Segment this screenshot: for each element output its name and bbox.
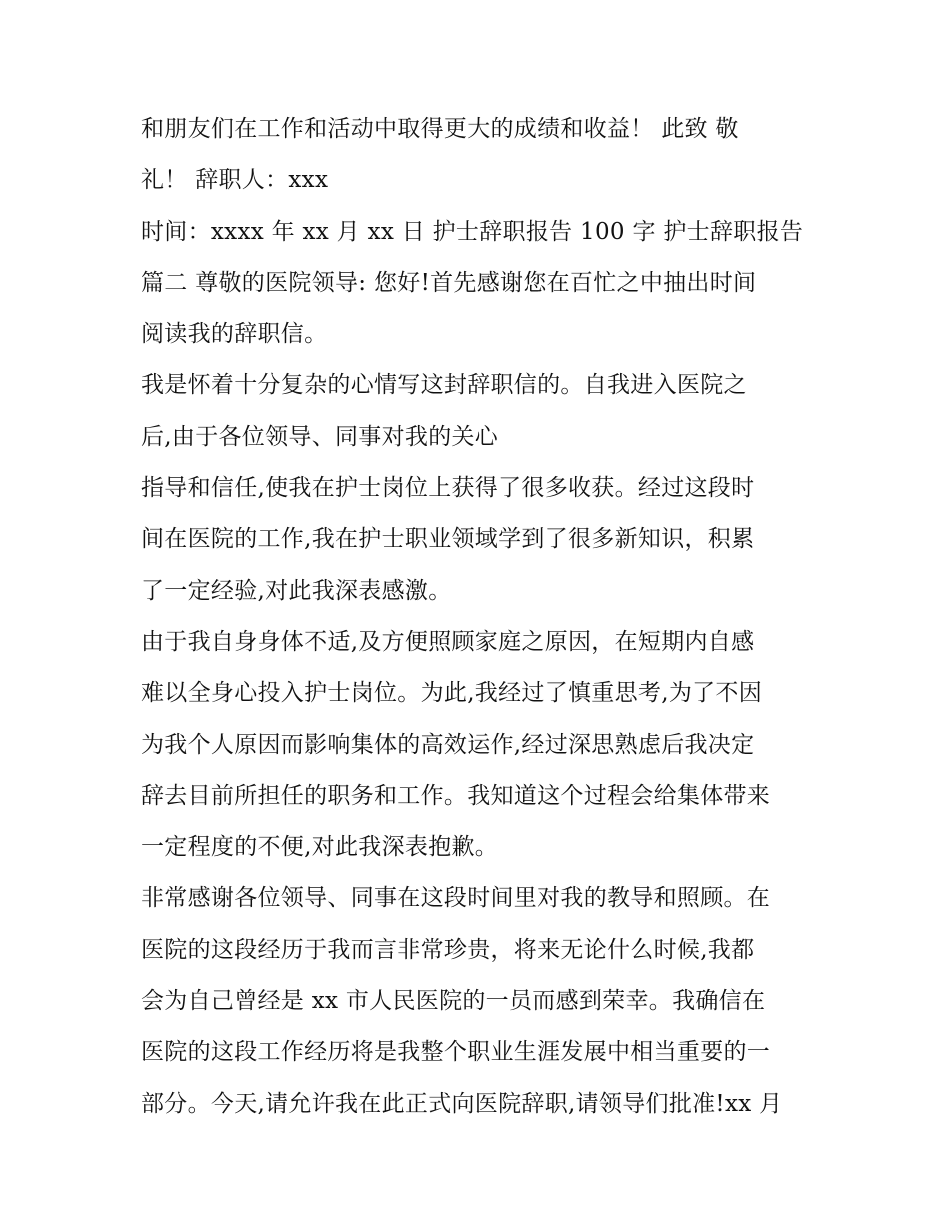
- text-line: 间在医院的工作,我在护士职业领域学到了很多新知识，积累: [141, 526, 755, 553]
- text-line: 后,由于各位领导、同事对我的关心: [141, 423, 499, 450]
- text-line: 一定程度的不便,对此我深表抱歉。: [141, 834, 499, 861]
- text-line: 时间：xxxx 年 xx 月 xx 日 护士辞职报告 100 字 护士辞职报告: [141, 218, 804, 245]
- text-line: 部分。今天,请允许我在此正式向医院辞职,请领导们批准!xx 月: [141, 1090, 783, 1117]
- text-line: 篇二 尊敬的医院领导: 您好!首先感谢您在百忙之中抽出时间: [141, 269, 757, 296]
- text-line: 由于我自身身体不适,及方便照顾家庭之原因，在短期内自感: [141, 628, 755, 655]
- text-line: 会为自己曾经是 xx 市人民医院的一员而感到荣幸。我确信在: [141, 988, 766, 1015]
- document-body: [141, 104, 821, 1130]
- text-line: 阅读我的辞职信。: [141, 321, 328, 348]
- text-line: 和朋友们在工作和活动中取得更大的成绩和收益！ 此致 敬: [141, 116, 739, 142]
- text-line: 指导和信任,使我在护士岗位上获得了很多收获。经过这段时: [141, 475, 755, 502]
- text-line: 我是怀着十分复杂的心情写这封辞职信的。自我进入医院之: [141, 372, 747, 399]
- text-line: 非常感谢各位领导、同事在这段时间里对我的教导和照顾。在: [141, 885, 771, 912]
- text-line: 医院的这段工作经历将是我整个职业生涯发展中相当重要的一: [141, 1039, 771, 1066]
- text-line: 礼！ 辞职人：xxx: [141, 167, 329, 194]
- text-line: 为我个人原因而影响集体的高效运作,经过深思熟虑后我决定: [141, 731, 755, 758]
- text-line: 医院的这段经历于我而言非常珍贵，将来无论什么时候,我都: [141, 936, 755, 963]
- text-line: 了一定经验,对此我深表感激。: [141, 577, 452, 604]
- text-line: 辞去目前所担任的职务和工作。我知道这个过程会给集体带来: [141, 782, 771, 809]
- text-line: 难以全身心投入护士岗位。为此,我经过了慎重思考,为了不因: [141, 680, 763, 707]
